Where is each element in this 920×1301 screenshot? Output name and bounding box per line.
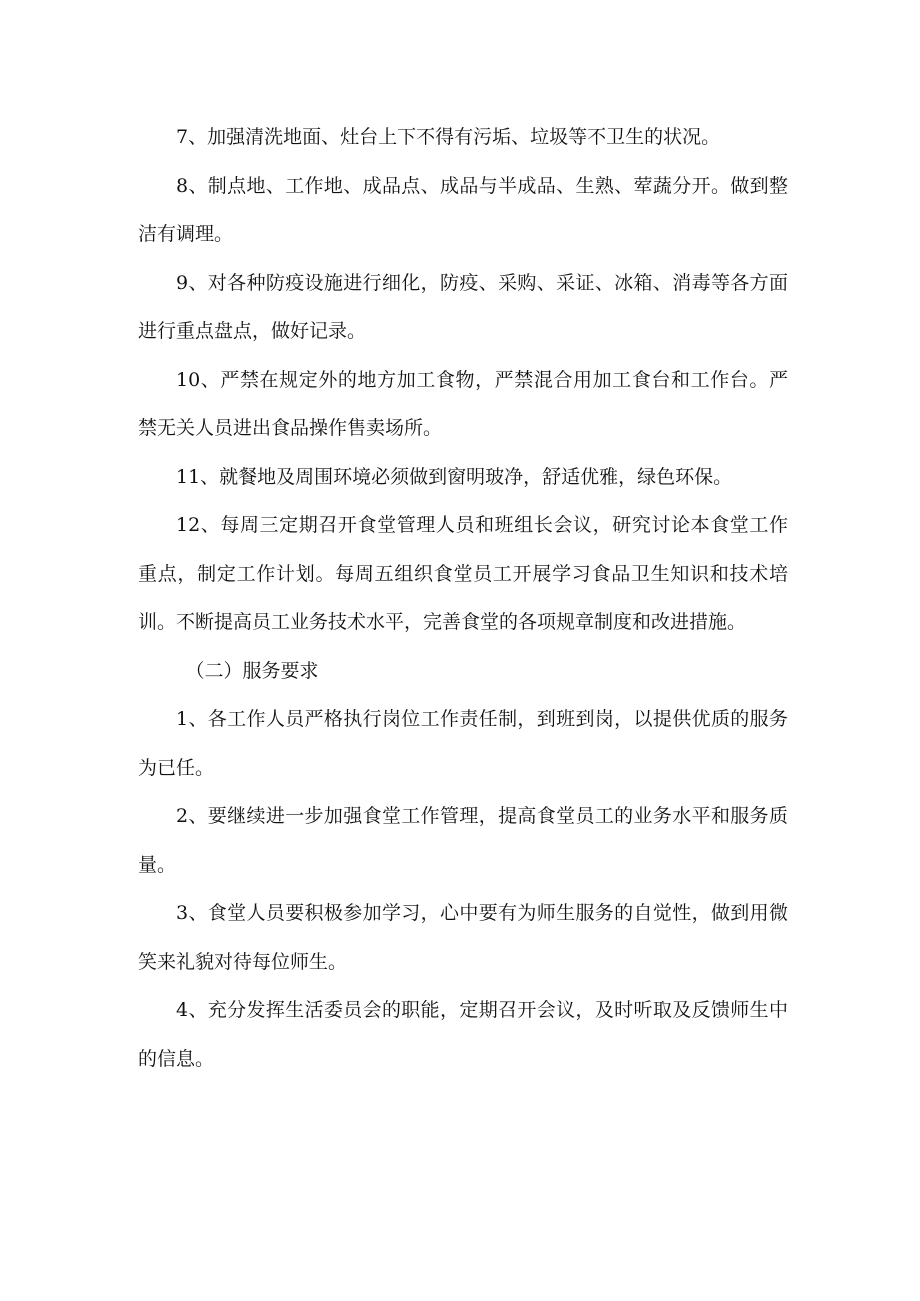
service-item-4: 4、充分发挥生活委员会的职能，定期召开会议，及时听取及反馈师生中的信息。 <box>138 999 788 1070</box>
service-item-2: 2、要继续进一步加强食堂工作管理，提高食堂员工的业务水平和服务质量。 <box>138 805 788 876</box>
service-item-1: 1、各工作人员严格执行岗位工作责任制，到班到岗，以提供优质的服务为已任。 <box>138 708 788 779</box>
paragraph-10: 10、严禁在规定外的地方加工食物，严禁混合用加工食台和工作台。严禁无关人员进出食品操作售卖场所。 <box>138 368 788 439</box>
paragraph-9: 9、对各种防疫设施进行细化，防疫、采购、采证、冰箱、消毒等各方面进行重点盘点，做好记录。 <box>138 271 788 342</box>
section-heading-service: （二）服务要求 <box>185 659 319 682</box>
paragraph-7: 7、加强清洗地面、灶台上下不得有污垢、垃圾等不卫生的状况。 <box>176 126 721 148</box>
paragraph-11: 11、就餐地及周围环境必须做到窗明玻净，舒适优雅，绿色环保。 <box>176 465 733 488</box>
document-body <box>138 113 788 1083</box>
paragraph-8: 8、制点地、工作地、成品点、成品与半成品、生熟、荤蔬分开。做到整洁有调理。 <box>138 174 788 245</box>
paragraph-12: 12、每周三定期召开食堂管理人员和班组长会议，研究讨论本食堂工作重点，制定工作计划。每周五组织食堂员工开展学习食品卫生知识和技术培训。不断提高员工业务技术水平，完善食堂的各项规章制度和改进措施。 <box>138 514 788 633</box>
service-item-3: 3、食堂人员要积极参加学习，心中要有为师生服务的自觉性，做到用微笑来礼貌对待每位师生。 <box>138 902 788 973</box>
